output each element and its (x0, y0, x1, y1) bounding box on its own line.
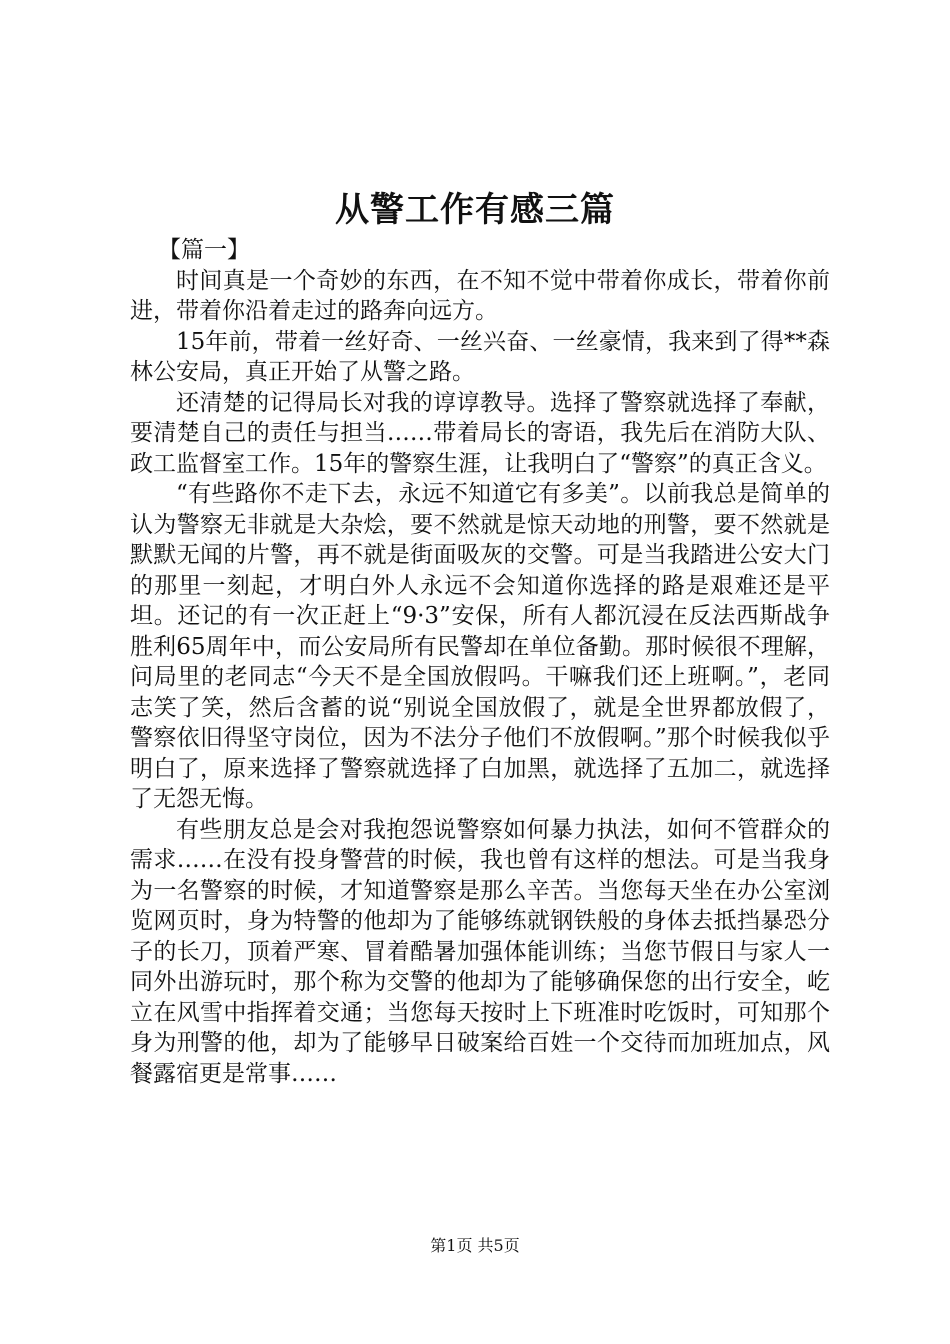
paragraph-4: “有些路你不走下去，永远不知道它有多美”。以前我总是简单的认为警察无非就是大杂烩，要不然就是惊天动地的刑警，要不然就是默默无闻的片警，再不就是街面吸灰的交警。可是当我踏进公安大门的那里一刻起，才明白外人永远不会知道你选择的路是艰难还是平坦。还记的有一次正赶上“9·3”安保，所有人都沉浸在反法西斯战争胜利65周年中，而公安局所有民警却在单位备勤。那时候很不理解，问局里的老同志“今天不是全国放假吗。干嘛我们还上班啊。”，老同志笑了笑，然后含蓄的说“别说全国放假了，就是全世界都放假了，警察依旧得坚守岗位，因为不法分子他们不放假啊。”那个时候我似乎明白了，原来选择了警察就选择了白加黑，就选择了五加二，就选择了无怨无悔。 (130, 481, 830, 812)
document-title: 从警工作有感三篇 (335, 190, 615, 230)
paragraph-2: 15年前，带着一丝好奇、一丝兴奋、一丝豪情，我来到了得**森林公安局，真正开始了从警之路。 (130, 328, 830, 385)
document-body (130, 235, 830, 1089)
page-footer: 第1页 共5页 (430, 1236, 520, 1255)
paragraph-1: 时间真是一个奇妙的东西，在不知不觉中带着你成长，带着你前进，带着你沿着走过的路奔向远方。 (130, 267, 830, 324)
paragraph-5: 有些朋友总是会对我抱怨说警察如何暴力执法，如何不管群众的需求……在没有投身警营的时候，我也曾有这样的想法。可是当我身为一名警察的时候，才知道警察是那么辛苦。当您每天坐在办公室浏览网页时，身为特警的他却为了能够练就钢铁般的身体去抵挡暴恐分子的长刀，顶着严寒、冒着酷暑加强体能训练；当您节假日与家人一同外出游玩时，那个称为交警的他却为了能够确保您的出行安全，屹立在风雪中指挥着交通；当您每天按时上下班准时吃饭时，可知那个身为刑警的他，却为了能够早日破案给百姓一个交待而加班加点，风餐露宿更是常事…… (130, 816, 830, 1087)
paragraph-3: 还清楚的记得局长对我的谆谆教导。选择了警察就选择了奉献，要清楚自己的责任与担当……带着局长的寄语，我先后在消防大队、政工监督室工作。15年的警察生涯，让我明白了“警察”的真正含义。 (130, 389, 830, 477)
section-label: 【篇一】 (158, 237, 250, 263)
